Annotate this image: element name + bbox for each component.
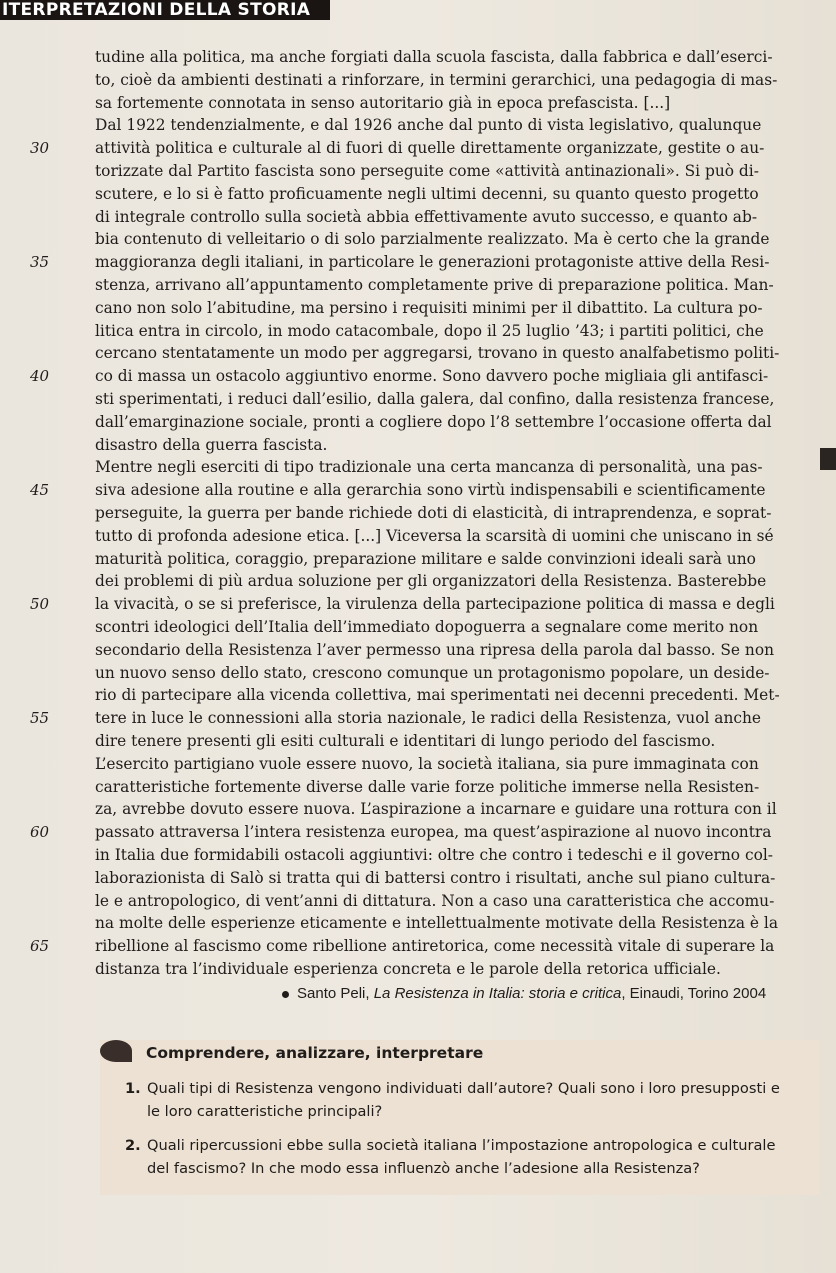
line-text: torizzate dal Partito fascista sono perseguite come «attività antinazionali». Si può di- [95,162,759,180]
line-text: tudine alla politica, ma anche forgiati dalla scuola fascista, dalla fabbrica e dall’eserci- [95,48,773,66]
line-number: 35 [30,253,50,272]
line-text: secondario della Resistenza l’aver permesso una ripresa della parola dal basso. Se non [95,640,775,659]
line-text: passato attraversa l’intera resistenza europea, ma quest’aspirazione al nuovo incontra [95,823,772,842]
line-number: 40 [30,367,50,386]
line-text: laborazionista di Salò si tratta qui di battersi contro i risultati, anche sul piano cultura- [95,868,776,887]
line-text: tere in luce le connessioni alla storia nazionale, le radici della Resistenza, vuol anche [95,709,761,728]
question-line: Quali tipi di Resistenza vengono individuati dall’autore? Quali sono i loro presupposti e [147,1080,780,1097]
box-tab-icon [100,1040,132,1062]
question-number: 1. [125,1080,141,1097]
line-text: scontri ideologici dell’Italia dell’immediato dopoguerra a segnalare come merito non [95,618,759,636]
line-text: le e antropologico, di vent’anni di dittatura. Non a caso una caratteristica che accomu- [95,891,775,910]
line-text: caratteristiche fortemente diverse dalle varie forze politiche immerse nella Resisten- [95,777,760,796]
line-text: dire tenere presenti gli esiti culturali e identitari di lungo periodo del fascismo. [95,732,716,750]
line-text: litica entra in circolo, in modo catacombale, dopo il 25 luglio ’43; i partiti politici, che [95,321,764,340]
question-number: 2. [125,1137,141,1154]
line-text: stenza, arrivano all’appuntamento completamente prive di preparazione politica. Man- [95,276,774,294]
question-text [147,1077,780,1123]
page-edge-marker [820,448,836,470]
line-text: maturità politica, coraggio, preparazione militare e salde convinzioni ideali sarà uno [95,549,756,568]
line-text: na molte delle esperienze eticamente e intellettualmente motivate della Resistenza è la [95,914,778,933]
question-line: le loro caratteristiche principali? [147,1103,383,1120]
line-text: Dal 1922 tendenzialmente, e dal 1926 anche dal punto di vista legislativo, qualunque [95,116,762,135]
line-text: scutere, e lo si è fatto proficuamente negli ultimi decenni, su quanto questo progetto [95,184,759,203]
line-number: 60 [30,823,50,842]
line-text: la vivacità, o se si preferisce, la virulenza della partecipazione politica di massa e degli [95,595,775,614]
line-text: perseguite, la guerra per bande richiede doti di elasticità, di intraprendenza, e soprat- [95,504,772,522]
question-text [147,1134,775,1180]
line-number: 45 [30,481,50,500]
line-text: di integrale controllo sulla società abbia effettivamente avuto successo, e quanto ab- [95,207,758,226]
line-text: ribellione al fascismo come ribellione antiretorica, come necessità vitale di superare la [95,937,775,956]
citation-work: La Resistenza in Italia: storia e critica [373,985,622,1002]
line-text: cercano stentatamente un modo per aggregarsi, trovano in questo analfabetismo politi- [95,344,780,363]
line-text: za, avrebbe dovuto essere nuova. L’aspirazione a incarnare e guidare una rottura con il [95,800,777,819]
citation-rest: , Einaudi, Torino 2004 [621,985,767,1002]
line-text: siva adesione alla routine e alla gerarchia sono virtù indispensabili e scientificamente [95,481,766,500]
line-number: 30 [30,139,50,158]
citation-author: Santo Peli, [297,985,374,1002]
line-text: attività politica e culturale al di fuori di quelle direttamente organizzate, gestite o au- [95,139,765,158]
question-2 [125,1134,776,1177]
line-number: 55 [30,709,50,728]
question-line: Quali ripercussioni ebbe sulla società italiana l’impostazione antropologica e culturale [147,1137,776,1154]
line-text: sti sperimentati, i reduci dall’esilio, dalla galera, dal confino, dalla resistenza francese, [95,390,775,408]
citation [282,985,766,1002]
line-text: tutto di profonda adesione etica. [...] Viceversa la scarsità di uomini che uniscano in sé [95,526,774,545]
line-text: Mentre negli eserciti di tipo tradizionale una certa mancanza di personalità, una pas- [95,458,763,477]
question-line: del fascismo? In che modo essa influenzò anche l’adesione alla Resistenza? [147,1160,700,1177]
line-text: rio di partecipare alla vicenda collettiva, mai sperimentati nei decenni precedenti. Met- [95,686,780,705]
question-1 [125,1077,780,1120]
line-text: cano non solo l’abitudine, ma persino i requisiti minimi per il dibattito. La cultura po- [95,298,763,317]
line-number: 50 [30,595,50,614]
section-header: ITERPRETAZIONI DELLA STORIA [0,0,330,20]
line-text: bia contenuto di velleitario o di solo parzialmente realizzato. Ma è certo che la grande [95,230,770,249]
line-text: distanza tra l’individuale esperienza concreta e le parole della retorica ufficiale. [95,960,721,978]
line-text: sa fortemente connotata in senso autoritario già in epoca prefascista. [...] [95,93,671,112]
line-text: L’esercito partigiano vuole essere nuovo, la società italiana, sia pure immaginata con [95,754,759,773]
line-text: dall’emarginazione sociale, pronti a cogliere dopo l’8 settembre l’occasione offerta dal [95,412,772,431]
line-text: un nuovo senso dello stato, crescono comunque un protagonismo popolare, un deside- [95,663,770,682]
line-text: co di massa un ostacolo aggiuntivo enorme. Sono davvero poche migliaia gli antifasci- [95,367,769,386]
box-title: Comprendere, analizzare, interpretare [146,1044,484,1062]
line-text: maggioranza degli italiani, in particolare le generazioni protagoniste attive della Resi- [95,253,770,272]
line-text: to, cioè da ambienti destinati a rinforzare, in termini gerarchici, una pedagogia di mas- [95,70,778,89]
line-text: in Italia due formidabili ostacoli aggiuntivi: oltre che contro i tedeschi e il governo col- [95,846,773,864]
line-number: 65 [30,937,50,956]
bullet-icon [282,991,289,998]
line-text: disastro della guerra fascista. [95,435,328,454]
line-text: dei problemi di più ardua soluzione per gli organizzatori della Resistenza. Basterebbe [95,572,767,591]
